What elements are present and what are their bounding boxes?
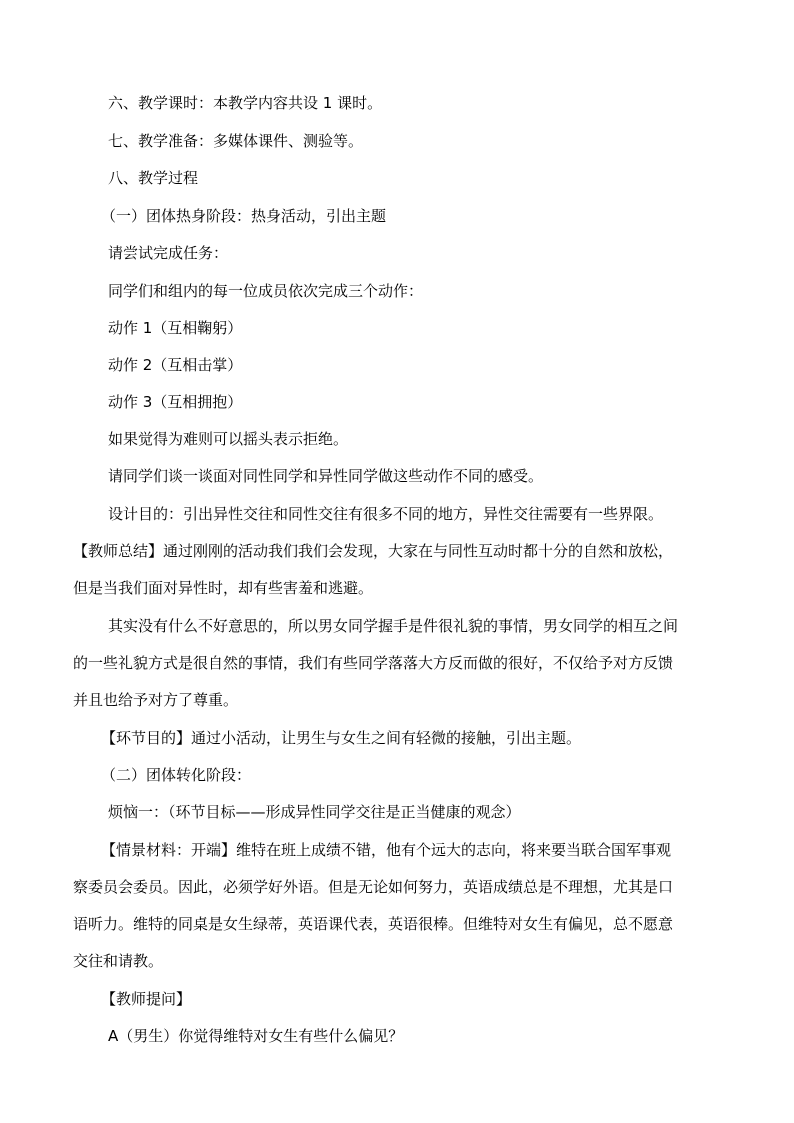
discussion-prompt: 请同学们谈一谈面对同性同学和异性同学做这些动作不同的感受。 bbox=[108, 467, 544, 485]
explanation-line-3: 并且也给予对方了尊重。 bbox=[73, 691, 239, 709]
section-eight-heading: 八、教学过程 bbox=[108, 169, 199, 187]
section-six-teaching-hours: 六、教学课时：本教学内容共设 1 课时。 bbox=[108, 94, 383, 112]
action-two: 动作 2（互相击掌） bbox=[108, 356, 243, 374]
link-purpose: 【环节目的】通过小活动，让男生与女生之间有轻微的接触，引出主题。 bbox=[101, 729, 582, 747]
teacher-summary-line-2: 但是当我们面对异性时，却有些害羞和逃避。 bbox=[73, 579, 374, 597]
task-prompt: 请尝试完成任务： bbox=[108, 244, 229, 262]
scenario-line-4: 交往和请教。 bbox=[73, 952, 164, 970]
scenario-line-3: 语听力。维特的同桌是女生绿蒂，英语课代表，英语很棒。但维特对女生有偏见，总不愿意 bbox=[73, 915, 674, 933]
action-three: 动作 3（互相拥抱） bbox=[108, 393, 243, 411]
question-a: A（男生）你觉得维特对女生有些什么偏见？ bbox=[108, 1027, 404, 1045]
scenario-line-1: 【情景材料：开端】维特在班上成绩不错，他有个远大的志向，将来要当联合国军事观 bbox=[101, 841, 672, 859]
task-instruction: 同学们和组内的每一位成员依次完成三个动作： bbox=[108, 282, 424, 300]
design-purpose: 设计目的：引出异性交往和同性交往有很多不同的地方，异性交往需要有一些界限。 bbox=[108, 505, 664, 523]
stage-two-heading: （二）团体转化阶段： bbox=[101, 766, 252, 784]
scenario-line-2: 察委员会委员。因此，必须学好外语。但是无论如何努力，英语成绩总是不理想，尤其是口 bbox=[73, 878, 674, 896]
worry-one: 烦恼一：（环节目标——形成异性同学交往是正当健康的观念） bbox=[108, 803, 521, 821]
explanation-line-1: 其实没有什么不好意思的，所以男女同学握手是件很礼貌的事情，男女同学的相互之间 bbox=[108, 617, 679, 635]
section-seven-preparation: 七、教学准备：多媒体课件、测验等。 bbox=[108, 132, 364, 150]
explanation-line-2: 的一些礼貌方式是很自然的事情，我们有些同学落落大方反而做的很好，不仅给予对方反馈 bbox=[73, 654, 674, 672]
refusal-note: 如果觉得为难则可以摇头表示拒绝。 bbox=[108, 430, 349, 448]
action-one: 动作 1（互相鞠躬） bbox=[108, 319, 243, 337]
stage-one-heading: （一）团体热身阶段：热身活动，引出主题 bbox=[101, 207, 387, 225]
teacher-summary-line-1: 【教师总结】通过刚刚的活动我们我们会发现，大家在与同性互动时都十分的自然和放松， bbox=[73, 542, 674, 560]
teacher-question-heading: 【教师提问】 bbox=[101, 990, 192, 1008]
